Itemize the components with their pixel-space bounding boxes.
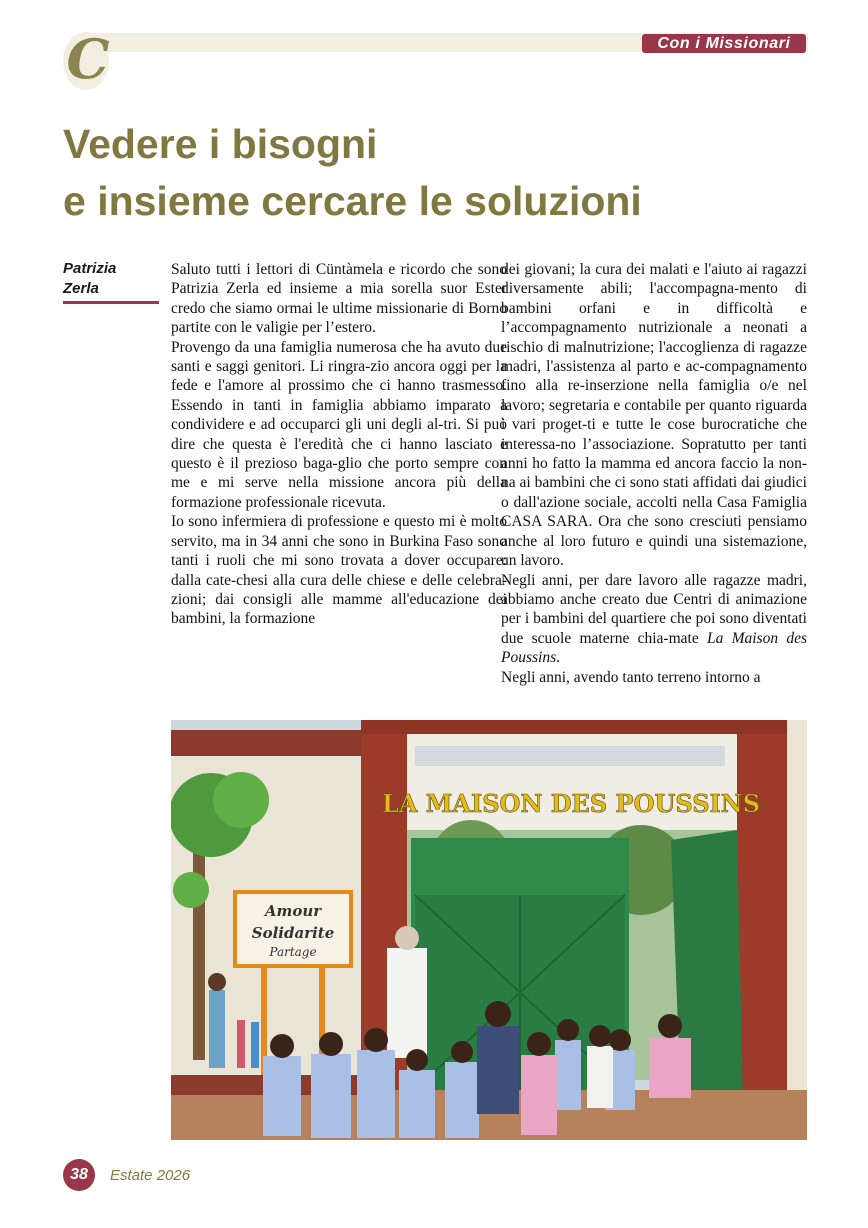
school-name: La Maison des Poussins	[501, 629, 807, 667]
section-letter: C	[66, 27, 110, 91]
wall-board-line-2: Solidarite	[251, 924, 335, 942]
issue-label: Estate 2026	[110, 1167, 191, 1184]
paragraph: Provengo da una famiglia numerosa che ha avuto due santi e saggi genitori. Li ringra-zio ancora oggi per la fede e l'amore al prossimo che ci hanno trasmesso. Essendo in tanti in famiglia abbiamo imparato a condividere e ad occuparci gli uni degli al-tri. Si può dire che questa è l'eredità che ci hanno lasciato e questo è il prezioso baga-glio che porto sempre con me e mi serve nella missione ancora più della formazione professionale ricevuta.	[171, 338, 507, 511]
author-first-name: Patrizia	[63, 260, 117, 277]
wall-board-line-3: Partage	[269, 945, 317, 959]
paragraph-text: .	[556, 649, 560, 667]
paragraph	[501, 571, 807, 668]
text-column-2	[501, 260, 807, 687]
article-photo	[171, 720, 807, 1140]
text-column-1	[171, 260, 507, 629]
paragraph: Saluto tutti i lettori di Cüntàmela e ricordo che sono Patrizia Zerla ed insieme a mia sorella suor Ester credo che siamo ormai le ultime missionarie di Borno partite con le valigie per l’estero.	[171, 261, 507, 337]
paragraph: dei giovani; la cura dei malati e l'aiuto ai ragazzi diversamente abili; l'accompagna-mento di bambini orfani e in difficoltà e l’accompagnamento nutrizionale a neonati a rischio di malnutrizione; l'accoglienza di ragazze madri, l'assistenza al parto e ac-compagnamento fino alla re-inserzione nella famiglia o/e nel lavoro; segretaria e contabile per quanto riguarda i vari proget-ti e tutte le cose burocratiche che interessa-no l’associazione. Sopratutto per tanti anni ho fatto la mamma ed ancora faccio la non-na ai bambini che ci sono stati affidati dai giudici o dall'azione sociale, accolti nella Casa Famiglia CASA SARA. Ora che sono cresciuti pensiamo anche al loro futuro e quindi una sistemazione, un lavoro.	[501, 261, 807, 570]
article-title-line-2: e insieme cercare le soluzioni	[63, 178, 642, 224]
sign-text: LA MAISON DES POUSSINS	[381, 789, 761, 818]
wall-board-line-1: Amour	[264, 902, 322, 920]
paragraph-text: Negli anni, per dare lavoro alle ragazze madri, abbiamo anche creato due Centri di animazione per i bambini del quartiere che poi sono diventati due scuole materne chia-mate	[501, 571, 807, 647]
article-title	[63, 116, 843, 230]
page-number: 38	[63, 1159, 95, 1191]
article-title-line-1: Vedere i bisogni	[63, 121, 378, 167]
paragraph: Negli anni, avendo tanto terreno intorno a	[501, 668, 761, 686]
paragraph: Io sono infermiera di professione e questo mi è molto servito, ma in 34 anni che sono in Burkina Faso sono tanti i ruoli che mi sono trovata a dover occupare: dalla cate-chesi alla cura delle chiese e delle celebra-zioni; dai consigli alle mamme all'educazione dei bambini, la formazione	[171, 513, 507, 628]
section-label: Con i Missionari	[642, 34, 806, 53]
photo-illustration	[171, 720, 807, 1140]
author-last-name: Zerla	[63, 280, 99, 297]
author-divider	[63, 301, 159, 304]
author-byline	[63, 259, 158, 299]
